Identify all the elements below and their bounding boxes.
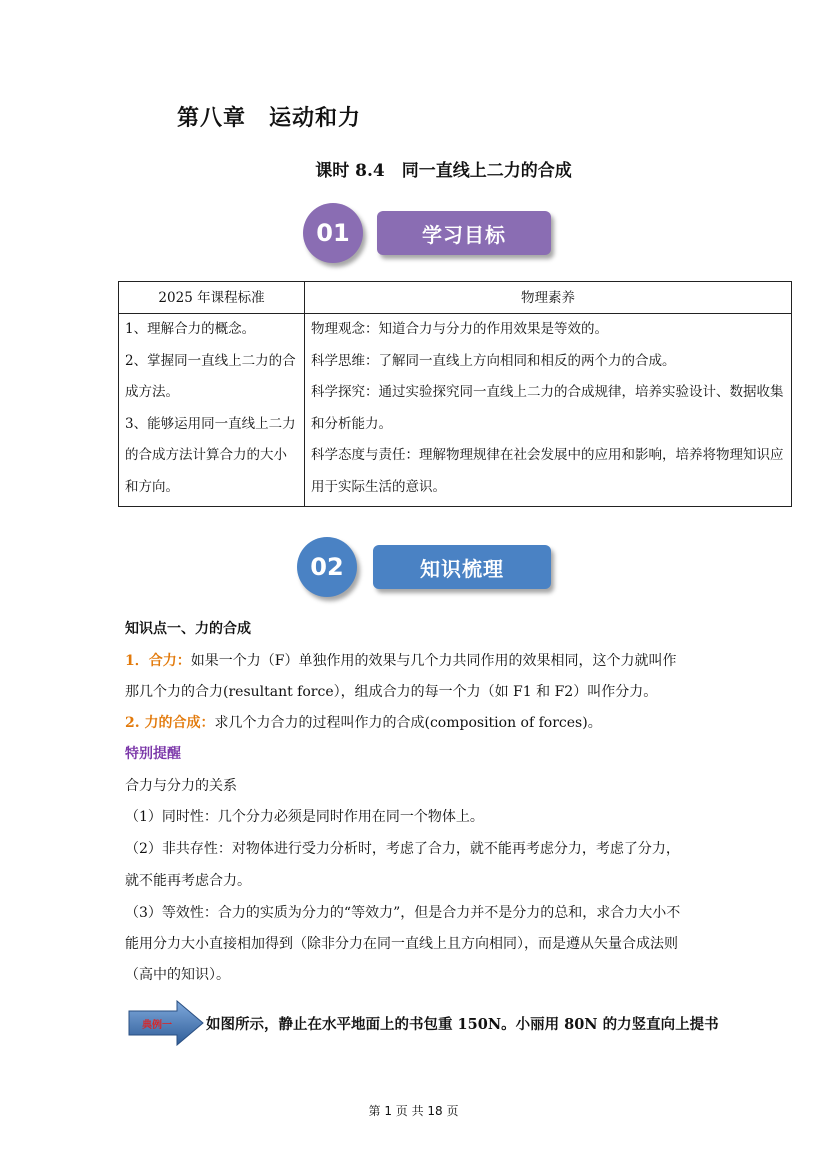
term-label: 2. 力的合成： — [125, 715, 215, 731]
example-tag — [128, 1000, 204, 1046]
term-label: 1．合力： — [125, 653, 191, 669]
section-number-badge — [297, 537, 357, 597]
literacy-item: 科学探究：通过实验探究同一直线上二力的合成规律，培养实验设计、数据收集和分析能力。 — [311, 384, 784, 432]
example-tag-label: 典例一 — [142, 1020, 172, 1031]
chapter-title: 第八章 运动和力 — [177, 105, 362, 131]
point-noncoexistence: （2）非共存性：对物体进行受力分析时，考虑了合力，就不能再考虑分力，考虑了分力， — [125, 841, 680, 857]
section-header-knowledge — [297, 537, 557, 607]
definition-text: 求几个力合力的过程叫作力的合成(composition of forces)。 — [214, 715, 602, 731]
point-equivalence-cont: 能用分力大小直接相加得到（除非分力在同一直线上且方向相同），而是遵从矢量合成法则 — [125, 936, 678, 952]
learning-goals-table — [118, 281, 792, 507]
section-label-bar — [373, 545, 551, 589]
table-row — [119, 314, 792, 507]
literacy-item: 科学态度与责任：理解物理规律在社会发展中的应用和影响，培养将物理知识应用于实际生活的意识。 — [311, 447, 784, 495]
special-reminder-label: 特别提醒 — [125, 746, 181, 762]
section-number-badge — [303, 203, 363, 263]
column-header-standard: 2025 年课程标准 — [119, 282, 305, 314]
column-header-literacy: 物理素养 — [305, 282, 792, 314]
literacy-item: 物理观念：知道合力与分力的作用效果是等效的。 — [311, 321, 608, 337]
lesson-title: 课时 8.4 同一直线上二力的合成 — [315, 161, 572, 181]
section-label: 知识梳理 — [420, 556, 504, 581]
point-equivalence-end: （高中的知识）。 — [125, 967, 230, 983]
literacy-item: 科学思维：了解同一直线上方向相同和相反的两个力的合成。 — [311, 352, 676, 369]
literacy-cell — [305, 314, 792, 507]
point-equivalence: （3）等效性：合力的实质为分力的“等效力”，但是合力并不是分力的总和，求合力大小不 — [125, 905, 681, 921]
section-header-goals — [303, 203, 553, 273]
relation-title: 合力与分力的关系 — [125, 778, 237, 794]
section-label: 学习目标 — [422, 222, 506, 247]
definition-resultant — [125, 651, 715, 671]
section-number: 02 — [310, 553, 344, 581]
standards-cell — [119, 314, 305, 507]
standard-item: 2、掌握同一直线上二力的合成方法。 — [125, 352, 296, 400]
knowledge-point-title: 知识点一、力的合成 — [125, 621, 251, 637]
section-label-bar — [377, 211, 551, 255]
standard-item: 1、理解合力的概念。 — [125, 321, 256, 337]
page-footer: 第 1 页 共 18 页 — [368, 1104, 459, 1118]
point-noncoexistence-cont: 就不能再考虑合力。 — [125, 873, 251, 889]
table-header-row — [119, 282, 792, 314]
definition-text-cont: 那几个力的合力(resultant force），组成合力的每一个力（如 F1 和 F2）叫作分力。 — [125, 684, 658, 700]
section-number: 01 — [316, 219, 350, 247]
definition-text: 如果一个力（F）单独作用的效果与几个力共同作用的效果相同，这个力就叫作 — [190, 653, 677, 669]
point-simultaneity: （1）同时性：几个分力必须是同时作用在同一个物体上。 — [125, 809, 484, 825]
definition-composition — [125, 713, 715, 733]
example-question: 如图所示，静止在水平地面上的书包重 150N。小丽用 80N 的力竖直向上提书 — [206, 1016, 719, 1033]
standard-item: 3、能够运用同一直线上二力的合成方法计算合力的大小和方向。 — [125, 415, 296, 495]
